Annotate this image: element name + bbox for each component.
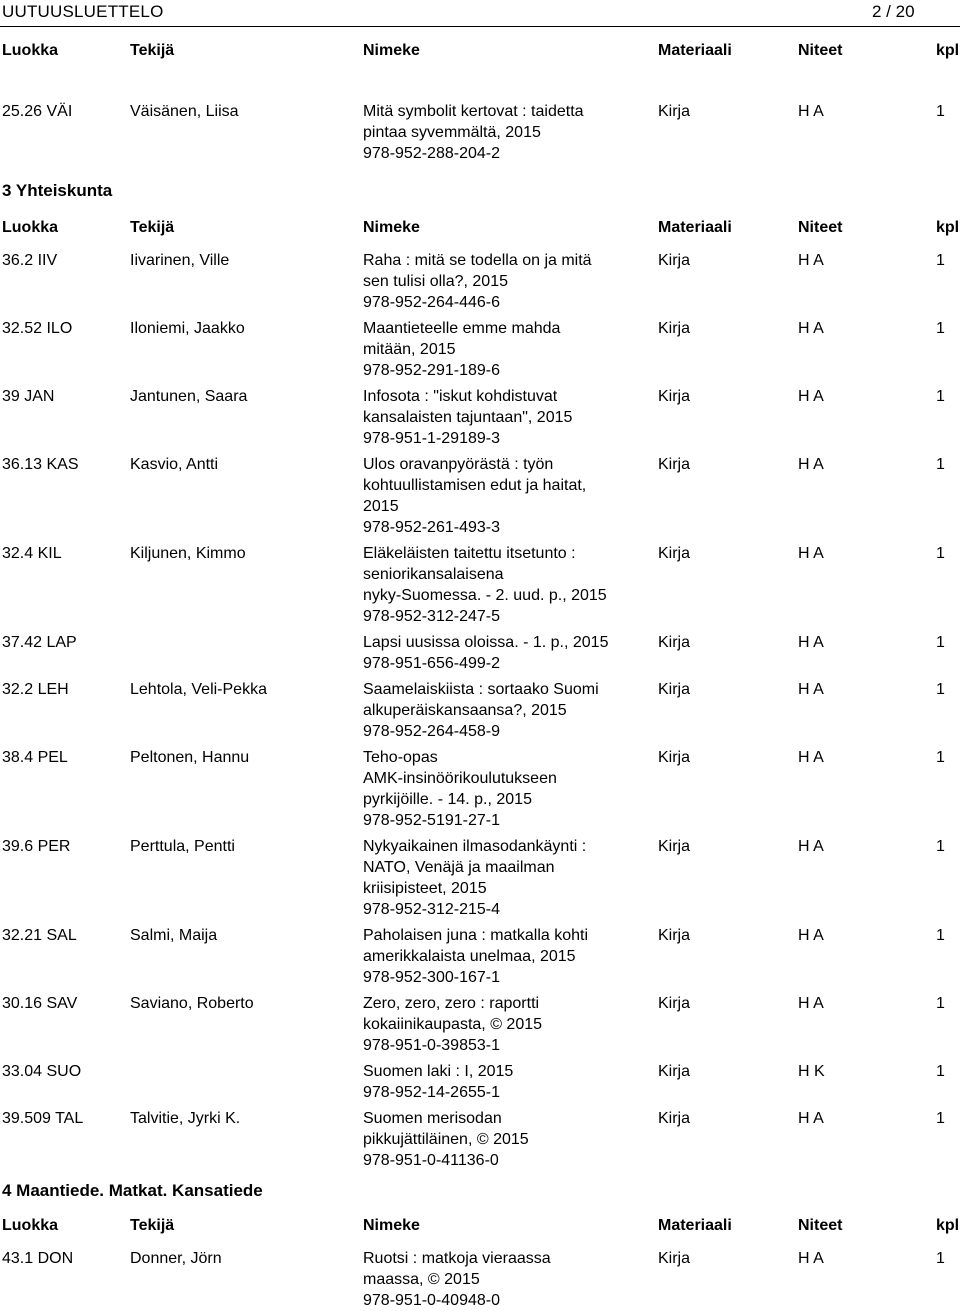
column-header-niteet: Niteet — [798, 1217, 843, 1234]
entry-niteet: H A — [798, 681, 824, 698]
entry-kpl: 1 — [936, 252, 945, 269]
entry-nimeke-line: Teho-opas — [363, 749, 438, 766]
entry-niteet: H A — [798, 838, 824, 855]
page-number: 2 / 20 — [872, 2, 915, 21]
entry-niteet: H A — [798, 545, 824, 562]
entry-materiaali: Kirja — [658, 456, 691, 473]
entry-materiaali: Kirja — [658, 103, 691, 120]
entry-materiaali: Kirja — [658, 927, 691, 944]
entry-tekija: Iivarinen, Ville — [130, 252, 230, 269]
entry-nimeke-line: pikkujättiläinen, © 2015 — [363, 1131, 529, 1148]
column-header-luokka: Luokka — [2, 42, 59, 59]
entry-luokka: 36.13 KAS — [2, 456, 79, 473]
entry-nimeke-line: seniorikansalaisena — [363, 566, 504, 583]
column-header-tekija: Tekijä — [130, 42, 175, 59]
entry-materiaali: Kirja — [658, 681, 691, 698]
entry-nimeke-line: sen tulisi olla?, 2015 — [363, 273, 508, 290]
entry-luokka: 33.04 SUO — [2, 1063, 82, 1080]
entry-tekija: Donner, Jörn — [130, 1250, 222, 1267]
entry-niteet: H A — [798, 1250, 824, 1267]
entry-materiaali: Kirja — [658, 320, 691, 337]
entry-kpl: 1 — [936, 1110, 945, 1127]
entry-kpl: 1 — [936, 103, 945, 120]
entry-isbn: 978-952-312-215-4 — [363, 901, 500, 918]
column-header-niteet: Niteet — [798, 42, 843, 59]
column-header-tekija: Tekijä — [130, 1217, 175, 1234]
entry-materiaali: Kirja — [658, 1063, 691, 1080]
entry-nimeke-line: Lapsi uusissa oloissa. - 1. p., 2015 — [363, 634, 609, 651]
entry-nimeke-line: alkuperäiskansaansa?, 2015 — [363, 702, 567, 719]
entry-tekija: Väisänen, Liisa — [130, 103, 239, 120]
entry-niteet: H A — [798, 252, 824, 269]
entry-kpl: 1 — [936, 320, 945, 337]
entry-luokka: 39 JAN — [2, 388, 55, 405]
entry-materiaali: Kirja — [658, 1250, 691, 1267]
entry-isbn: 978-952-5191-27-1 — [363, 812, 500, 829]
entry-materiaali: Kirja — [658, 749, 691, 766]
entry-luokka: 30.16 SAV — [2, 995, 78, 1012]
entry-nimeke-line: Nykyaikainen ilmasodankäynti : — [363, 838, 587, 855]
entry-kpl: 1 — [936, 1063, 945, 1080]
entry-niteet: H A — [798, 320, 824, 337]
entry-kpl: 1 — [936, 545, 945, 562]
entry-tekija: Iloniemi, Jaakko — [130, 320, 245, 337]
column-header-materiaali: Materiaali — [658, 42, 732, 59]
column-header-tekija: Tekijä — [130, 219, 175, 236]
entry-nimeke-line: Ruotsi : matkoja vieraassa — [363, 1250, 551, 1267]
page-header — [0, 0, 960, 26]
entry-luokka: 37.42 LAP — [2, 634, 77, 651]
entry-nimeke-line: Raha : mitä se todella on ja mitä — [363, 252, 592, 269]
column-header-materiaali: Materiaali — [658, 1217, 732, 1234]
entry-nimeke-line: pyrkijöille. - 14. p., 2015 — [363, 791, 532, 808]
column-header-luokka: Luokka — [2, 1217, 59, 1234]
entry-materiaali: Kirja — [658, 388, 691, 405]
entry-tekija: Talvitie, Jyrki K. — [130, 1110, 241, 1127]
entry-nimeke-line: 2015 — [363, 498, 399, 515]
entry-nimeke-line: maassa, © 2015 — [363, 1271, 480, 1288]
entry-isbn: 978-952-264-458-9 — [363, 723, 500, 740]
entry-niteet: H A — [798, 388, 824, 405]
header-rule — [0, 26, 960, 27]
entry-materiaali: Kirja — [658, 634, 691, 651]
column-header-nimeke: Nimeke — [363, 219, 420, 236]
entry-tekija: Lehtola, Veli-Pekka — [130, 681, 267, 698]
entry-nimeke-line: pintaa syvemmältä, 2015 — [363, 124, 541, 141]
entry-nimeke-line: Maantieteelle emme mahda — [363, 320, 561, 337]
column-header-nimeke: Nimeke — [363, 1217, 420, 1234]
entry-niteet: H A — [798, 749, 824, 766]
entry-isbn: 978-952-288-204-2 — [363, 145, 500, 162]
entry-materiaali: Kirja — [658, 545, 691, 562]
entry-materiaali: Kirja — [658, 1110, 691, 1127]
entry-tekija: Saviano, Roberto — [130, 995, 254, 1012]
entry-niteet: H A — [798, 103, 824, 120]
entry-nimeke-line: Mitä symbolit kertovat : taidetta — [363, 103, 584, 120]
column-header-kpl: kpl — [936, 42, 960, 59]
entry-nimeke-line: kansalaisten tajuntaan", 2015 — [363, 409, 573, 426]
entry-nimeke-line: Saamelaiskiista : sortaako Suomi — [363, 681, 599, 698]
entry-luokka: 32.4 KIL — [2, 545, 62, 562]
entry-niteet: H A — [798, 456, 824, 473]
entry-nimeke-line: Paholaisen juna : matkalla kohti — [363, 927, 589, 944]
entry-kpl: 1 — [936, 456, 945, 473]
entry-tekija: Jantunen, Saara — [130, 388, 248, 405]
entry-luokka: 32.2 LEH — [2, 681, 69, 698]
entry-luokka: 39.6 PER — [2, 838, 71, 855]
entry-tekija: Peltonen, Hannu — [130, 749, 250, 766]
entry-kpl: 1 — [936, 1250, 945, 1267]
entry-kpl: 1 — [936, 388, 945, 405]
entry-nimeke-line: amerikkalaista unelmaa, 2015 — [363, 948, 576, 965]
entry-nimeke-line: nyky-Suomessa. - 2. uud. p., 2015 — [363, 587, 607, 604]
entry-luokka: 32.52 ILO — [2, 320, 73, 337]
entry-nimeke-line: Suomen laki : I, 2015 — [363, 1063, 514, 1080]
section-title: 3 Yhteiskunta — [2, 181, 113, 200]
entry-kpl: 1 — [936, 838, 945, 855]
section-title: 4 Maantiede. Matkat. Kansatiede — [2, 1181, 263, 1200]
entry-luokka: 38.4 PEL — [2, 749, 68, 766]
entry-tekija: Kasvio, Antti — [130, 456, 219, 473]
entry-niteet: H A — [798, 1110, 824, 1127]
entry-isbn: 978-952-312-247-5 — [363, 608, 500, 625]
entry-nimeke-line: AMK-insinöörikoulutukseen — [363, 770, 557, 787]
entry-kpl: 1 — [936, 634, 945, 651]
column-header-luokka: Luokka — [2, 219, 59, 236]
entry-materiaali: Kirja — [658, 838, 691, 855]
entry-isbn: 978-951-656-499-2 — [363, 655, 500, 672]
column-header-materiaali: Materiaali — [658, 219, 732, 236]
entry-nimeke-line: kokaiinikaupasta, © 2015 — [363, 1016, 543, 1033]
entry-nimeke-line: kriisipisteet, 2015 — [363, 880, 487, 897]
entry-nimeke-line: Infosota : "iskut kohdistuvat — [363, 388, 558, 405]
entry-tekija: Perttula, Pentti — [130, 838, 235, 855]
column-header-nimeke: Nimeke — [363, 42, 420, 59]
entry-niteet: H A — [798, 995, 824, 1012]
entry-niteet: H K — [798, 1063, 825, 1080]
entry-nimeke-line: kohtuullistamisen edut ja haitat, — [363, 477, 587, 494]
entry-isbn: 978-951-0-39853-1 — [363, 1037, 500, 1054]
column-header-niteet: Niteet — [798, 219, 843, 236]
entry-niteet: H A — [798, 634, 824, 651]
entry-tekija: Salmi, Maija — [130, 927, 218, 944]
entry-materiaali: Kirja — [658, 995, 691, 1012]
entry-isbn: 978-952-300-167-1 — [363, 969, 500, 986]
entry-materiaali: Kirja — [658, 252, 691, 269]
entry-niteet: H A — [798, 927, 824, 944]
entry-isbn: 978-952-14-2655-1 — [363, 1084, 500, 1101]
entry-nimeke-line: mitään, 2015 — [363, 341, 456, 358]
entry-kpl: 1 — [936, 681, 945, 698]
entry-kpl: 1 — [936, 995, 945, 1012]
entry-isbn: 978-951-1-29189-3 — [363, 430, 500, 447]
entry-luokka: 43.1 DON — [2, 1250, 74, 1267]
entry-isbn: 978-952-261-493-3 — [363, 519, 500, 536]
entry-luokka: 32.21 SAL — [2, 927, 77, 944]
entry-isbn: 978-952-264-446-6 — [363, 294, 500, 311]
entry-tekija: Kiljunen, Kimmo — [130, 545, 246, 562]
document-title: UUTUUSLUETTELO — [2, 2, 164, 21]
entry-nimeke-line: NATO, Venäjä ja maailman — [363, 859, 555, 876]
entry-nimeke-line: Ulos oravanpyörästä : työn — [363, 456, 554, 473]
entry-luokka: 36.2 IIV — [2, 252, 58, 269]
entry-luokka: 39.509 TAL — [2, 1110, 84, 1127]
entry-nimeke-line: Zero, zero, zero : raportti — [363, 995, 540, 1012]
entry-kpl: 1 — [936, 927, 945, 944]
entry-nimeke-line: Eläkeläisten taitettu itsetunto : — [363, 545, 576, 562]
column-header-kpl: kpl — [936, 219, 960, 236]
entry-isbn: 978-952-291-189-6 — [363, 362, 500, 379]
entry-isbn: 978-951-0-41136-0 — [363, 1152, 499, 1169]
entry-isbn: 978-951-0-40948-0 — [363, 1292, 500, 1309]
entry-nimeke-line: Suomen merisodan — [363, 1110, 502, 1127]
column-header-kpl: kpl — [936, 1217, 960, 1234]
entry-luokka: 25.26 VÄI — [2, 103, 73, 120]
entry-kpl: 1 — [936, 749, 945, 766]
